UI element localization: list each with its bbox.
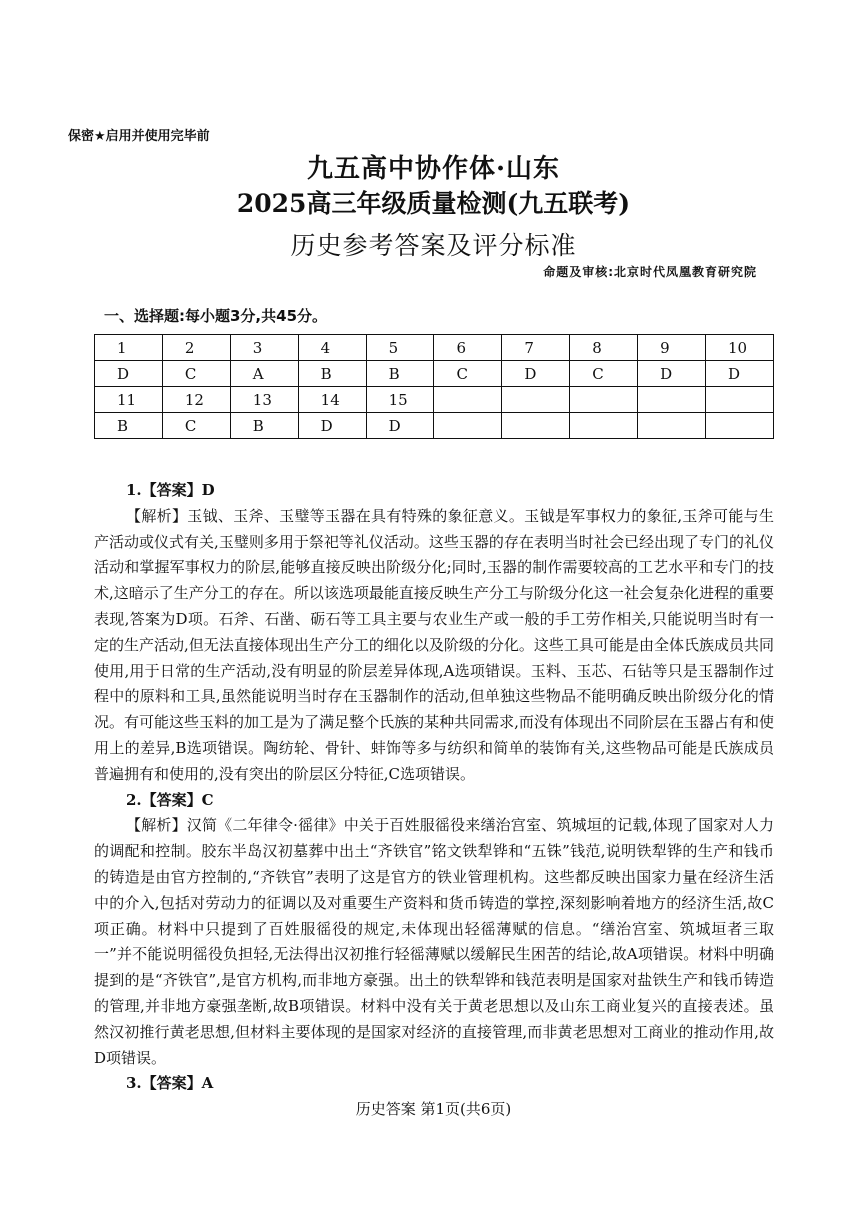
table-cell: 13 [230, 387, 298, 413]
table-cell: D [502, 361, 570, 387]
table-cell: 4 [298, 335, 366, 361]
q3-answer: 3.【答案】A [126, 1074, 214, 1093]
table-cell [502, 413, 570, 439]
table-cell: 15 [366, 387, 434, 413]
table-cell: C [162, 413, 230, 439]
table-row-answers-1 [95, 361, 774, 387]
table-row-numbers-2 [95, 387, 774, 413]
table-cell: B [366, 361, 434, 387]
table-row-numbers-1 [95, 335, 774, 361]
table-cell: 14 [298, 387, 366, 413]
table-cell: D [95, 361, 163, 387]
table-cell [570, 413, 638, 439]
table-cell: B [298, 361, 366, 387]
table-cell [638, 413, 706, 439]
q1-answer: 1.【答案】D [126, 481, 215, 499]
table-cell: 10 [706, 335, 774, 361]
table-cell: 3 [230, 335, 298, 361]
table-cell [434, 387, 502, 413]
section-heading: 一、选择题:每小题3分,共45分。 [104, 307, 328, 325]
table-cell: A [230, 361, 298, 387]
table-cell: C [434, 361, 502, 387]
explanations [94, 478, 774, 1097]
table-cell: 9 [638, 335, 706, 361]
document-title: 历史参考答案及评分标准 [290, 231, 577, 260]
page-footer: 历史答案 第1页(共6页) [355, 1100, 512, 1118]
exam-title-line2: 2025高三年级质量检测(九五联考) [236, 189, 631, 218]
table-cell: D [298, 413, 366, 439]
q2-answer: 2.【答案】C [126, 790, 214, 809]
table-row-answers-2 [95, 413, 774, 439]
table-cell: 8 [570, 335, 638, 361]
table-cell: D [366, 413, 434, 439]
exam-title-line1: 九五高中协作体·山东 [306, 154, 561, 184]
table-cell [502, 387, 570, 413]
table-cell: B [95, 413, 163, 439]
q2-analysis: 【解析】汉简《二年律令·徭律》中关于百姓服徭役来缮治宫室、筑城垣的记载,体现了国家对人力的调配和控制。胶东半岛汉初墓葬中出土“齐铁官”铭文铁犁铧和“五铢”钱范,说明铁犁铧的生产和钱币的铸造是由官方控制的,“齐铁官”表明了这是官方的铁业管理机构。这些都反映出国家力量在经济生活中的介入,包括对劳动力的征调以及对重要生产资料和货币铸造的掌控,深刻影响着地方的经济生活,故C项正确。材料中只提到了百姓服徭役的规定,未体现出轻徭薄赋的信息。“缮治宫室、筑城垣者三取一”并不能说明徭役负担轻,无法得出汉初推行轻徭薄赋以缓解民生困苦的结论,故A项错误。材料中明确提到的是“齐铁官”,是官方机构,而非地方豪强。出土的铁犁铧和钱范表明是国家对盐铁生产和钱币铸造的管理,并非地方豪强垄断,故B项错误。材料中没有关于黄老思想以及山东工商业复兴的直接表述。虽然汉初推行黄老思想,但材料主要体现的是国家对经济的直接管理,而非黄老思想对工商业的推动作用,故D项错误。 [94, 816, 774, 1067]
table-cell: C [162, 361, 230, 387]
table-cell: 6 [434, 335, 502, 361]
table-cell [706, 387, 774, 413]
table-cell: 12 [162, 387, 230, 413]
table-cell: 11 [95, 387, 163, 413]
table-cell: 2 [162, 335, 230, 361]
answer-table [94, 334, 774, 439]
table-cell: D [706, 361, 774, 387]
table-cell [570, 387, 638, 413]
table-cell: B [230, 413, 298, 439]
table-cell: 1 [95, 335, 163, 361]
author-credit: 命题及审核:北京时代凤凰教育研究院 [543, 265, 757, 279]
table-cell: 7 [502, 335, 570, 361]
table-cell: 5 [366, 335, 434, 361]
table-cell [638, 387, 706, 413]
table-cell [434, 413, 502, 439]
confidential-label: 保密★启用并使用完毕前 [68, 129, 210, 144]
table-cell: D [638, 361, 706, 387]
table-cell [706, 413, 774, 439]
q1-analysis: 【解析】玉钺、玉斧、玉璧等玉器在具有特殊的象征意义。玉钺是军事权力的象征,玉斧可能与生产活动或仪式有关,玉璧则多用于祭祀等礼仪活动。这些玉器的存在表明当时社会已经出现了专门的礼仪活动和掌握军事权力的阶层,能够直接反映出阶级分化;同时,玉器的制作需要较高的工艺水平和专门的技术,这暗示了生产分工的存在。所以该选项最能直接反映生产分工与阶级分化这一社会复杂化进程的重要表现,答案为D项。石斧、石凿、砺石等工具主要与农业生产或一般的手工劳作相关,只能说明当时有一定的生产活动,但无法直接体现出生产分工的细化以及阶级的分化。这些工具可能是由全体氏族成员共同使用,用于日常的生产活动,没有明显的阶层差异体现,A选项错误。玉料、玉芯、石钻等只是玉器制作过程中的原料和工具,虽然能说明当时存在玉器制作的活动,但单独这些物品不能明确反映出阶级分化的情况。有可能这些玉料的加工是为了满足整个氏族的某种共同需求,而没有体现出不同阶层在玉器占有和使用上的差异,B选项错误。陶纺轮、骨针、蚌饰等多与纺织和简单的装饰有关,这些物品可能是氏族成员普遍拥有和使用的,没有突出的阶层区分特征,C选项错误。 [94, 506, 774, 783]
table-cell: C [570, 361, 638, 387]
